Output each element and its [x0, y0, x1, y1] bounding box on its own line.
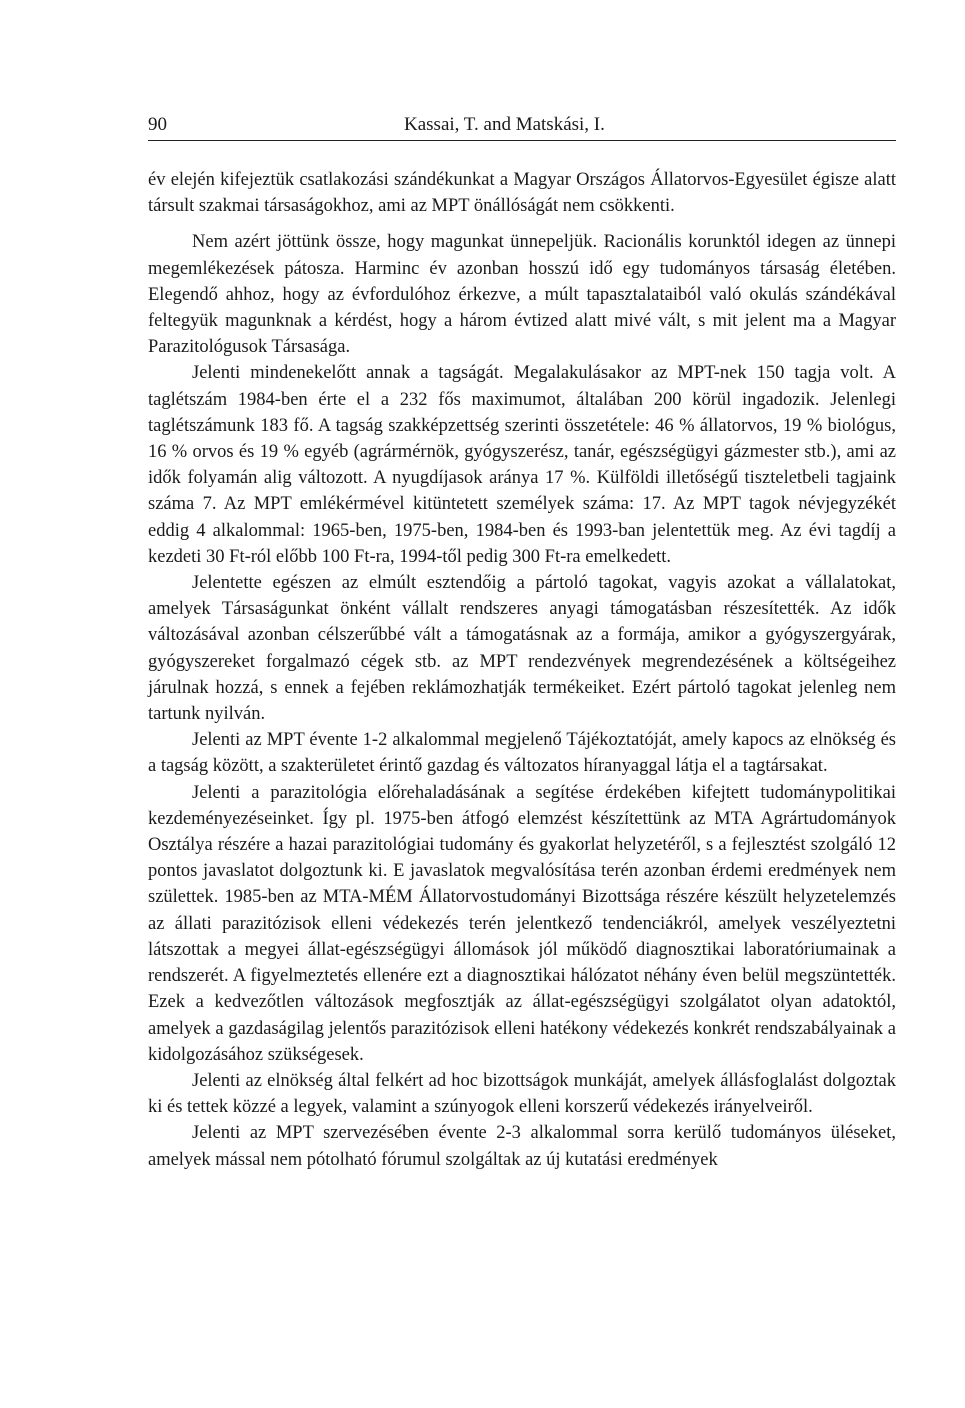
paragraph-5: Jelenti az MPT évente 1-2 alkalommal megjelenő Tájékoztatóját, amely kapocs az elnökség és a tagság között, a szakterületet érintő gazdag és változatos híranyaggal látja el a tagtársakat. [148, 730, 896, 777]
paragraph-6: Jelenti a parazitológia előrehaladásának a segítése érdekében kifejtett tudománypolitikai kezdeményezéseinket. Így pl. 1975-ben átfogó elemzést készítettünk az MTA Agrártudományok Osztálya részére a hazai parazitológiai tudomány és gyakorlat helyzetéről, s a fejlesztést szolgáló 12 pontos javaslatot dolgoztunk ki. E javaslatok megvalósítása terén azonban érdemi eredmények nem születtek. 1985-ben az MTA-MÉM Állatorvostudományi Bizottsága részére készült helyzetelemzés az állati parazitózisok elleni védekezés terén jelentkező tendenciákról, amelyek veszélyeztetni látszottak a megyei állat-egészségügyi állomások jól működő diagnosztikai laboratóriumainak a rendszerét. A figyelmeztetés ellenére ezt a diagnosztikai hálózatot néhány éven belül megszüntették. Ezek a kedvezőtlen változások megfosztják az állat-egészségügyi szolgálatot olyan adatoktól, amelyek a gazdaságilag jelentős parazitózisok elleni hatékony védekezés konkrét rendszabályainak a kidolgozásához szükségesek. [148, 782, 896, 1065]
page-number: 90 [148, 114, 167, 135]
page [148, 112, 896, 1173]
running-title: Kassai, T. and Matskási, I. [404, 114, 605, 135]
running-head [148, 112, 896, 141]
paragraph-3: Jelenti mindenekelőtt annak a tagságát. Megalakulásakor az MPT-nek 150 tagja volt. A taglétszám 1984-ben érte el a 232 fős maximumot, általában 200 körül ingadozik. Jelenlegi taglétszámunk 183 fő. A tagság szakképzettség szerinti összetétele: 46 % állatorvos, 19 % biológus, 16 % orvos és 19 % egyéb (agrármérnök, gyógyszerész, tanár, egészségügyi gázmester stb.), ami az idők folyamán alig változott. A nyugdíjasok aránya 17 %. Külföldi illetőségű tiszteletbeli tagjaink száma 7. Az MPT emlékérmével kitüntetett személyek száma: 17. Az MPT tagok névjegyzékét eddig 4 alkalommal: 1965-ben, 1975-ben, 1984-ben és 1993-ban jelentettük meg. Az évi tagdíj a kezdeti 30 Ft-ról előbb 100 Ft-ra, 1994-től pedig 300 Ft-ra emelkedett. [148, 363, 896, 567]
paragraph-7: Jelenti az elnökség által felkért ad hoc bizottságok munkáját, amelyek állásfoglalást dolgoztak ki és tettek közzé a legyek, valamint a szúnyogok elleni korszerű védekezés irányelveiről. [148, 1070, 896, 1118]
body-text [148, 167, 896, 1173]
paragraph-4: Jelentette egészen az elmúlt esztendőig a pártoló tagokat, vagyis azokat a vállalatokat, amelyek Társaságunkat önként vállalt rendszeres anyagi támogatásban részesítették. Az idők változásával azonban célszerűbbé vált a támogatásnak az a formája, amikor a gyógyszergyárak, gyógyszereket forgalmazó cégek stb. az MPT rendezvények megrendezésének a költségeihez járulnak hozzá, s ennek a fejében reklámozhatják termékeiket. Ezért pártoló tagokat jelenleg nem tartunk nyilván. [148, 573, 896, 725]
paragraph-8: Jelenti az MPT szervezésében évente 2-3 alkalommal sorra kerülő tudományos üléseket, amelyek mással nem pótolható fórumul szolgáltak az új kutatási eredmények [148, 1123, 896, 1170]
paragraph-2: Nem azért jöttünk össze, hogy magunkat ünnepeljük. Racionális korunktól idegen az ünnepi megemlékezések pátosza. Harminc év azonban hosszú idő egy tudományos társaság életében. Elegendő ahhoz, hogy az évfordulóhoz érkezve, a múlt tapasztalataiból való okulás szándékával feltegyük magunknak a kérdést, hogy a három évtized alatt mivé vált, s mit jelent ma a Magyar Parazitológusok Társasága. [148, 232, 896, 358]
paragraph-1: év elején kifejeztük csatlakozási szándékunkat a Magyar Országos Állatorvos-Egyesület égisze alatt társult szakmai társaságokhoz, ami az MPT önállóságát nem csökkenti. [148, 170, 896, 217]
